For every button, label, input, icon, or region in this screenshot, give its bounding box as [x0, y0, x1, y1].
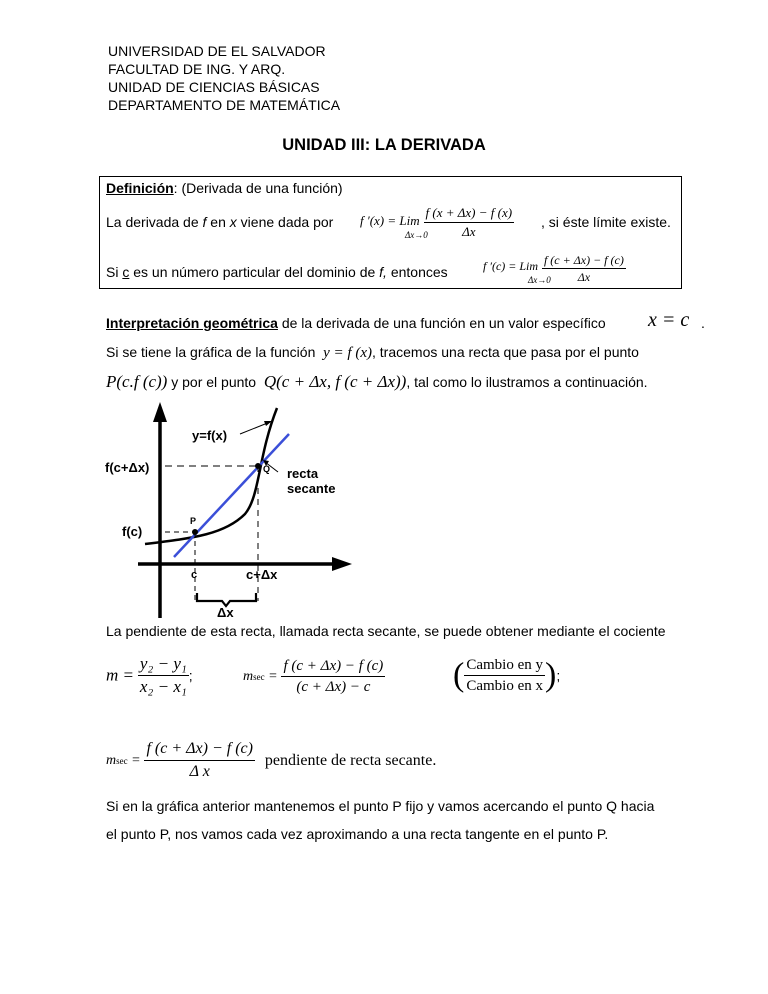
geo-eq-x-c: x = c — [648, 309, 690, 331]
y-q-label: f(c+Δx) — [105, 460, 150, 475]
geo-line3: P(c.f (c)) y por el punto Q(c + Δx, f (c + Δx)), tal como lo ilustramos a continuación. — [106, 372, 648, 391]
geo-line2: Si se tiene la gráfica de la función y = f (x), tracemos una recta que pasa por el punto — [106, 344, 639, 361]
secant-line — [174, 434, 289, 557]
slope-formula-m: m = $\frac{\text{y₂ − y₁}}{\text{x₂ − x₁}}$ ; — [106, 654, 193, 696]
c-plus-dx-label: c+Δx — [246, 567, 278, 582]
p-label: P — [190, 516, 197, 526]
header-university: UNIVERSIDAD DE EL SALVADOR — [108, 43, 326, 59]
page-title: UNIDAD III: LA DERIVADA — [282, 136, 486, 154]
point-q — [255, 463, 261, 469]
point-p — [192, 529, 198, 535]
dx-label: Δx — [217, 605, 234, 618]
closing-line1: Si en la gráfica anterior mantenemos el punto P fijo y vamos acercando el punto Q hacia — [106, 798, 655, 814]
c-label: c — [191, 569, 198, 581]
q-label: Q — [263, 464, 271, 474]
derivative-formula-c: f ′(c) = Lim Δx→0 $\frac{f (c + \Delta x) - f (c)}{\Delta x}$ — [483, 253, 624, 285]
slope-formula-change: ( $\frac{\text{Cambio en y}}{\text{Cambio en x}}$ ); — [453, 656, 561, 694]
definition-condition: , si éste límite existe. — [541, 214, 671, 230]
y-axis-arrow-icon — [153, 402, 167, 422]
secant-graph — [100, 396, 360, 618]
secant-label-1: recta — [287, 466, 319, 481]
header-department: DEPARTAMENTO DE MATEMÁTICA — [108, 97, 341, 113]
slope-intro: La pendiente de esta recta, llamada recta secante, se puede obtener mediante el cociente — [106, 623, 666, 639]
slope-formula-msec: msec = $\frac{f (c + \Delta x) - f (c)}{(c + \Delta x) - c}$ — [243, 658, 384, 695]
x-axis-arrow-icon — [332, 557, 352, 571]
header-unit: UNIDAD DE CIENCIAS BÁSICAS — [108, 79, 320, 95]
secant-label-2: secante — [287, 481, 336, 496]
geo-period: . — [701, 315, 705, 331]
y-p-label: f(c) — [122, 524, 143, 539]
definition-line1: La derivada de f en x viene dada por — [106, 214, 334, 230]
definition-line2: Si c es un número particular del dominio de f, entonces — [106, 264, 448, 280]
curve-label: y=f(x) — [192, 428, 228, 443]
header-faculty: FACULTAD DE ING. Y ARQ. — [108, 61, 286, 77]
definition-heading: Definición: (Derivada de una función) — [106, 180, 343, 196]
slope-formula-secant: msec = $\frac{f (c + \Delta x) - f (c)}{\text{Δ x}}$ pendiente de recta secante. — [106, 740, 437, 780]
closing-line2: el punto P, nos vamos cada vez aproximando a una recta tangente en el punto P. — [106, 826, 609, 842]
geo-intro: Interpretación geométrica de la derivada de una función en un valor específico — [106, 315, 606, 331]
derivative-formula-x: f ′(x) = Lim Δx→0 $\frac{f (x + \Delta x) - f (x)}{\Delta x}$ — [360, 205, 513, 240]
